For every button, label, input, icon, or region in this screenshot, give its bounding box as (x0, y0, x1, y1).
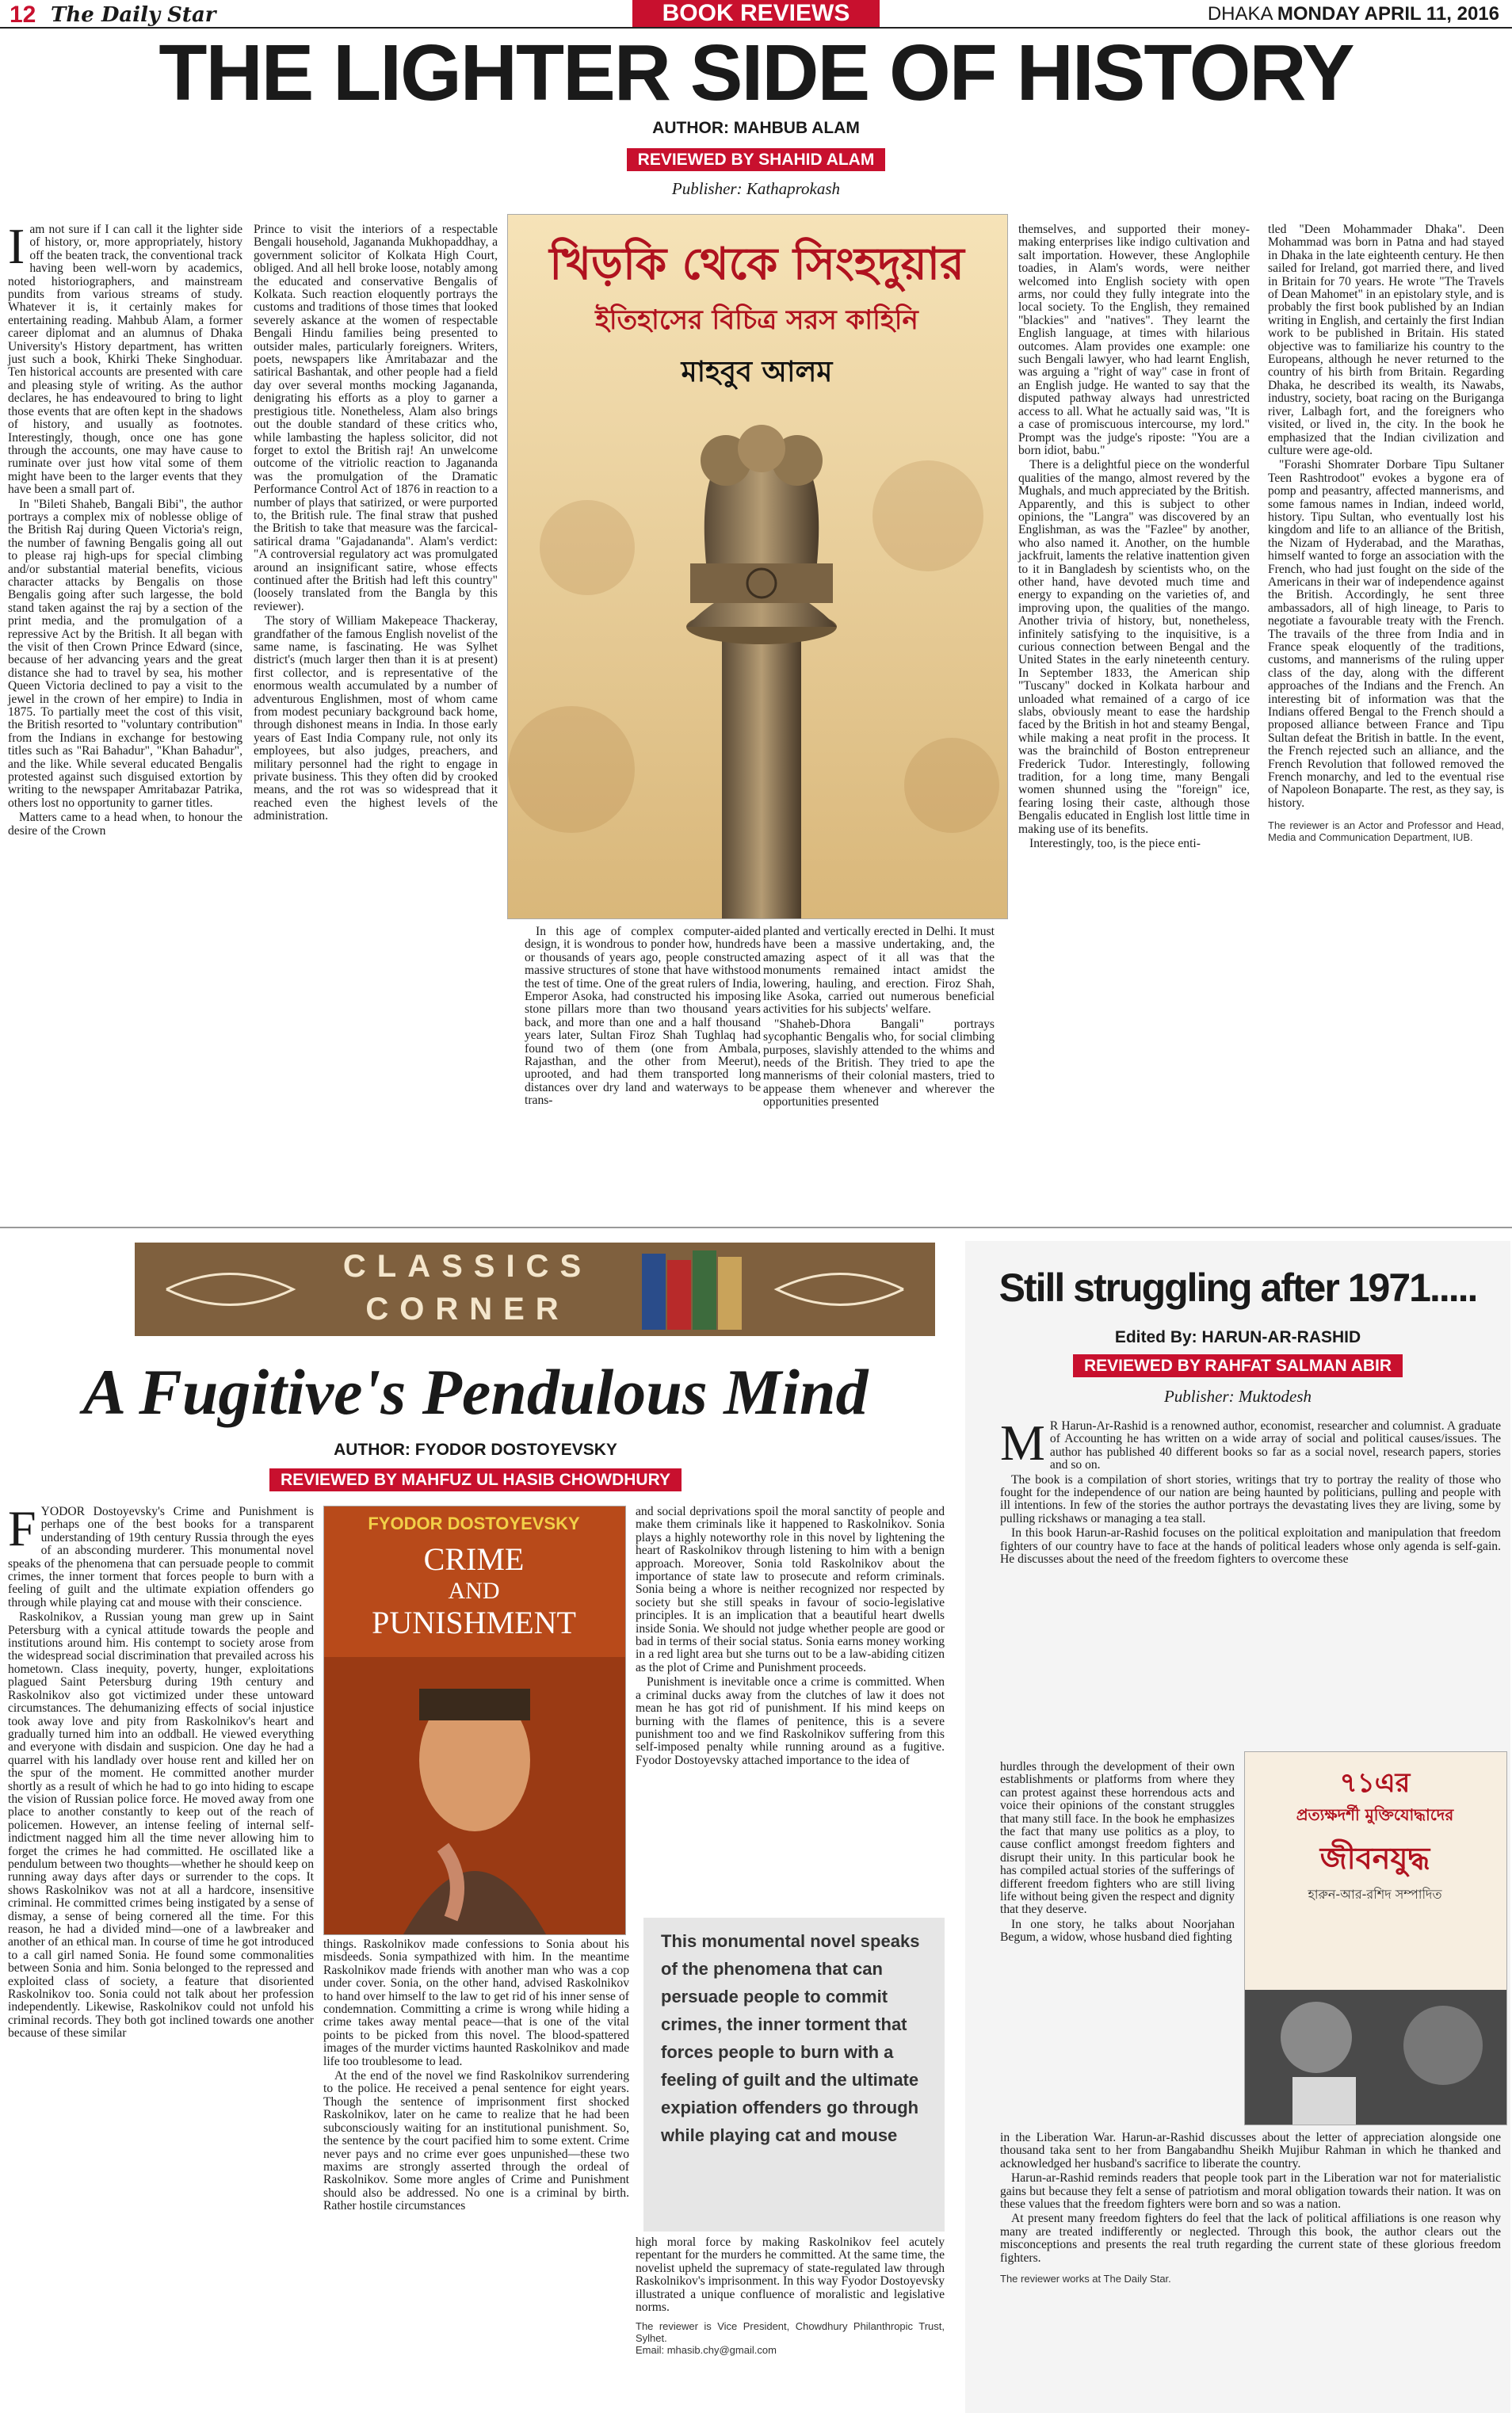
review3-column-top: M R Harun-Ar-Rashid is a renowned author, economist, researcher and columnist. A graduate of Accounting he has written on a wide array of social and political causes/issues. The author has published 40 different books so far as a social novel, research papers, stories and so on. The book is a compilation of short stories, writings that try to portray the reality of those who fought for the independence of our nation are being haunted by politicians, pulling and people with ill intentions. In few of the stories the author portrays the devastating lives they are living, some by pulling rickshaws or managing a tea stall. In this book Harun-ar-Rashid focuses on the political exploitation and manipulation that freedom fighters of our country have to face at the hands of political leaders whose only agenda is self-gain. He discusses about the need of the freedom fighters to overcome these (1000, 1415, 1501, 1567)
classics-column-3b: high moral force by making Raskolnikov feel acutely repentant for the murders he committed. At the same time, the novelist upheld the supremacy of state-regulated law through Raskolnikov's imprisonment. In this way Fyodor Dostoyevsky illustrated a unique confluence of moralistic and legislative norms. The reviewer is Vice President, Chowdhury Philanthropic Trust, Sylhet. Email: mhasib.chy@gmail.com (636, 2235, 945, 2357)
classics-author: AUTHOR: FYODOR DOSTOYEVSKY (334, 1441, 617, 1459)
review1-column-1: Iam not sure if I can call it the lighter side of history, or, more appropriately, history off the beaten track, the conventional track having been well-worn by academics, noted historiographers, and mainstream pundits from various streams of study. Whatever it is, it certainly makes for entertaining reading. Mahbub Alam, a former career diplomat and an alumnus of Dhaka University's History department, has written just such a book, Khirki Theke Singhoduar. Ten historical accounts are presented with care and pleasing style of writing. As the author declares, he has endeavoured to bring to light those events that are often kept in the shadows of history, and usually as footnotes. Interestingly, though, once one has gone through the accounts, one may have cause to ruminate over just how vital some of them might have been to the larger events that they have been a small part of. In "Bileti Shaheb, Bangali Bibi", the author portrays a complex mix of noblesse oblige of the British Raj during Queen Victoria's reign, the number of fawning Bengalis going all out to please raj high-ups for special climbing and/or substantial material benefits, vicious character attacks by Bengalis on those Bengalis going after such largesse, the bold stand taken against the raj by a section of the print media, and the promulgation of a repressive Act by the British. It all began with the visit of then Crown Prince Edward (since, because of her advancing years and the great distance she had to travel by sea, his mother Queen Victoria declined to pay a visit to the jewel in the crown of her empire) to India in 1875. To partially meet the cost of this visit, the British resorted to "voluntary contribution" from the Indians in exchange for bestowing titles such as "Rai Bahadur", "Khan Bahadur", and the like. While several educated Bengalis protested against such disguised extortion by writing to the newspaper Amritabazar Patrika, others lost no opportunity to garner titles. Matters came to a head when, to honour the desire of the Crown (8, 218, 242, 838)
dateline: DHAKA MONDAY APRIL 11, 2016 (1207, 3, 1499, 25)
review3-cover-line2: প্রত্যক্ষদর্শী মুক্তিযোদ্ধাদের (1296, 1805, 1454, 1824)
review3-reviewer-note: The reviewer works at The Daily Star. (1000, 2273, 1171, 2285)
review3-reviewer-wrap (965, 1357, 1510, 1376)
paper-name: The Daily Star (51, 3, 216, 27)
classics-cover-author: FYODOR DOSTOYEVSKY (368, 1514, 580, 1533)
classics-column-3: and social deprivations spoil the moral sanctity of people and make them criminals like it happened to Raskolnikov. Sonia plays a highly noteworthy role in this novel by lightening the heart of Raskolnikov through listening to him with a benign approach. Moreover, Sonia told Raskolnikov about the importance of state law to prosecute and reform criminals. Sonia being a whore is neither recognized nor respected by society but she still speaks in favour of socio-legislative principles. It is an implication that a beautiful heart dwells inside Sonia. We should not judge whether people are good or bad in terms of their social status. Sonia earns money working in a red light area but she turns out to be a law-abiding citizen as the plot of Crime and Punishment proceeds. Punishment is inevitable once a crime is committed. When a criminal ducks away from the clutches of law it does not mean he has got rid of punishment. If his mind keeps on burning with the flames of penitence, this is a severe punishment too and we find Raskolnikov suffering from this self-imposed penalty while running around as a fugitive. Fyodor Dostoyevsky attached importance to the idea of (636, 1505, 945, 1767)
review3-dropcap: M (1000, 1415, 1045, 1471)
classics-reviewer-note: The reviewer is Vice President, Chowdhury Philanthropic Trust, Sylhet. Email: mhasib.chy@gmail.com (636, 2320, 945, 2357)
classics-column-2: things. Raskolnikov made confessions to Sonia about his misdeeds. Sonia sympathized with him. In the meantime Raskolnikov made friends with another man who was a cop under cover. Sonia, on the other hand, advised Raskolnikov to hand over himself to the law to get rid of his inner sense of condemnation. Committing a crime is wrong while hiding a crime takes away mental peace—that is one of the vital points to be picked from this novel. The blood-spattered images of the murder victims haunted Raskolnikov and made life too troublesome to lead. At the end of the novel we find Raskolnikov surrendering to the police. He received a penal sentence for eight years. Though the sentence of imprisonment first shocked Raskolnikov, later on he came to realize that he had been subconsciously waiting for an institutional punishment. So, the sentence by the court pacified him to some extent. Crime never pays and no crime ever goes unpunished—these two maxims are strongly asserted through the ordeal of Raskolnikov. Some more angles of Crime and Punishment should also be addressed. No one is a criminal by birth. Rather hostile circumstances (323, 1938, 629, 2213)
review1-reviewer-note: The reviewer is an Actor and Professor and Head, Media and Communication Department, IUB. (1268, 819, 1504, 844)
classics-reviewer: REVIEWED BY MAHFUZ UL HASIB CHOWDHURY (269, 1468, 682, 1491)
review3-editor: Edited By: HARUN-AR-RASHID (1114, 1328, 1361, 1346)
review3-column-narrow: hurdles through the development of their own establishments or platforms from where they can protest against these horrendous acts and voice their opinions of the constant struggles that many still face. In the book he emphasizes the fact that many use politics as a ploy, to cause conflict amongst freedom fighters and disrupt their unity. In this particular book he has compiled actual stories of the sufferings of different freedom fighters who are still living life without being given the respect and dignity that they deserve. In one story, he talks about Noorjahan Begum, a widow, whose husband died fighting (1000, 1760, 1235, 1945)
classics-banner-line1: CLASSICS (342, 1249, 593, 1284)
review1-cover-title: খিড়কি থেকে সিংহদুয়ার (549, 239, 964, 290)
masthead (0, 0, 1512, 29)
review3-cover-line3: জীবনযুদ্ধ (1319, 1841, 1430, 1876)
page-number: 12 (10, 2, 36, 28)
review3-column-bottom: in the Liberation War. Harun-ar-Rashid discusses about the letter of appreciation alongside one thousand taka sent to her from Bangabandhu Sheikh Mujibur Rahman in which he thanked and acknowledged her husband's sacrifice to liberate the country. Harun-ar-Rashid reminds readers that people took part in the Liberation war not for materialistic gains but because they felt a sense of patriotism and moral obligation towards their nation. It was on these values that the freedom fighters were born and so was a nation. At present many freedom fighters do feel that the lack of political affiliations is one reason why many are treated indifferently or neglected. Through this book, the author clears out the misconceptions and presents the real truth regarding the current state of these glorious freedom fighters. The reviewer works at The Daily Star. (1000, 2131, 1501, 2285)
classics-banner (135, 1243, 935, 1336)
review1-reviewer: REVIEWED BY SHAHID ALAM (627, 148, 886, 171)
review1-publisher: Publisher: Kathaprokash (671, 179, 841, 198)
review1-reviewer-wrap (0, 151, 1512, 170)
classics-reviewer-wrap (0, 1471, 951, 1490)
review1-column-4: planted and vertically erected in Delhi. It must have been a massive undertaking, and, the amazing aspect of it all was that the monuments remained intact amidst the lowering, hauling, and erection. Firoz Shah, like Asoka, carried out numerous beneficial activities for his subjects' welfare. "Shaheb-Dhora Bangali" portrays sycophantic Bengalis who, for social climbing purposes, slavishly attended to the whims and needs of the British. They tried to ape the mannerisms of their colonial masters, tried to appease them whenever and wherever the opportunities presented (763, 925, 995, 1109)
review3-headline: Still struggling after 1971..... (998, 1266, 1477, 1310)
classics-column-1: FYODOR Dostoyevsky's Crime and Punishment is perhaps one of the best books for a transparent understanding of 19th century Russia through the eyes of an absconding murderer. This monumental novel speaks of the phenomena that can persuade people to commit crimes, the inner torment that forces people to burn with a feeling of guilt and the ultimate expiation offenders go through while playing cat and mouse with their conscience. Raskolnikov, a Russian young man grew up in Saint Petersburg with a cynical attitude towards the people and institutions around him. His contempt to society arose from the widespread social discrimination that prevailed across his hometown. Class inequity, poverty, hunger, exploitations plagued Saint Petersburg during 19th century and Raskolnikov also got victimized under these untoward circumstances. The dehumanizing effects of social injustice took away love and pity from Raskolnikov's heart and gradually turned him into an oddball. He viewed everything and everyone with disdain and suspicion. One day he had a quarrel with his landlady over house rent and killed her on the spur of the moment. He committed another murder shortly as a result of which he had to go into hiding to escape the vision of Russian police force. He moved away from one place to another constantly to keep out of the reach of policemen. However, an intense feeling of internal self-indictment nagged him all the time never allowing him to forget the crimes he had committed. He oscillated like a pendulum between two thoughts—whether he should keep on running away days after days or surrender to the cops. It shows Raskolnikov was not at all a hardcore, insensitive criminal. He committed crimes being instigated by a sense of dismay, a sense of being cornered all the time. For this reason, he had a divided mind—one of a lawbreaker and another of an ethical man. In course of time he got introduced to a call girl named Sonia. He found some commonalities between Sonia and him. Sonia belonged to the repressed and exploited class of society, a feature that disoriented Raskolnikov too. Sonia could not talk about her profession independently. Likewise, Raskolnikov could not unfold his criminal records. They both got inclined towards one another because of these similar (8, 1500, 314, 2041)
review1-dropcap: I (8, 218, 25, 274)
review1-column-5: themselves, and supported their money-making enterprises like indigo cultivation and salt importation. However, these Anglophile toadies, in Alam's words, were neither welcomed into English society with open arms, nor could they fully integrate into the local society. To the English, they remained "blackies" and "natives". They learnt the English language, at times with hilarious outcomes. Alam provides one example: one such Bengali lawyer, who had learnt English, was arguing a "right of way" case in front of an English judge. He wanted to say that the disputed pathway always had unrestricted access to all. What he actually said was, "It is a case of promiscuous intercourse, my lord." Prompt was the judge's riposte: "You are a born idiot, babu." There is a delightful piece on the wonderful qualities of the mango, almost revered by the Mughals, and much appreciated by the British. Apparently, and this is subject to other opinions, the "Langra" was discovered by an Englishman, as was the "Fazlee" by another, who also named it. Another, on the humble jackfruit, laments the relative inattention given to it in Bangladesh by scientists who, on the other hand, have devoted much time and energy to expanding on the varieties of, and improving upon, the qualities of the mango. Another trivia of history, but, nonetheless, infinitely satisfying to the inquisitive, is a curious connection between Bengal and the United States in the early nineteenth century. In September 1833, the American ship "Tuscany" docked in Kolkata harbour and unloaded what remained of a cargo of ice slabs, obviously meant to ease the hardship faced by the British in hot and steamy Bengal, while making a neat profit in the process. It was the brainchild of Boston entrepreneur Frederick Tudor. Interestingly, following tradition, for a long time, many Bengali women shunned using the "foreign" ice, fearing losing their caste, although those Bengalis educated in English lost little time in making use of its benefits. Interestingly, too, is the piece enti- (1018, 223, 1250, 851)
classics-dropcap: F (8, 1500, 36, 1556)
review1-cover-author: মাহবুব আলম (681, 356, 833, 388)
review1-author: AUTHOR: MAHBUB ALAM (652, 119, 860, 137)
classics-pull-quote: This monumental novel speaks of the phenomena that can persuade people to commit crimes, the inner torment that forces people to burn with a feeling of guilt and the ultimate expiation offenders go through while playing cat and mouse (643, 1918, 945, 2232)
review3-publisher: Publisher: Muktodesh (1163, 1387, 1312, 1406)
classics-headline: A Fugitive's Pendulous Mind (82, 1356, 869, 1428)
review3-reviewer: REVIEWED BY RAHFAT SALMAN ABIR (1073, 1354, 1403, 1377)
review1-column-6: tled "Deen Mohammader Dhaka". Deen Mohammad was born in Patna and had stayed in Dhaka in the late eighteenth century. He then sailed for Ireland, got married there, and lived in Britain for 70 years. He wrote "The Travels of Dean Mahomet" in an epistolary style, and is probably the first book published by an Indian writing in English, and certainly the first Indian work to be published in Britain. His stated objective was to familiarize his country to the Europeans, although he never returned to the country of his birth from Britain. Regarding Dhaka, he described its wealth, its Nawabs, industry, society, boat racing on the Buriganga river, Lalbagh fort, and the foreigners who visited, or lived in, the city. In the book he emphasized that the Indian civilization and culture were age-old. "Forashi Shomrater Dorbare Tipu Sultaner Teen Rashtrodoot" evokes a bygone era of pomp and peasantry, affected mannerisms, and some famous names in Indian, indeed world, history. Tipu Sultan, who eventually lost his kingdom and life to an alliance of the British, the Nizam of Hyderabad, and the Marathas, himself wanted to forge an association with the French, who had just fought on the side of the Americans in their war of independence against the British. Accordingly, he sent three ambassadors, all of high lineage, to Paris to negotiate a favourable treaty with the French. The travails of the three from India and in France speak eloquently of the traditions, customs, and mannerisms of the ruling upper class of the day, along with the different approaches of the Indians and the French. An interesting bit of information was that the Indians offered Bengal to the French should a proposed alliance between France and Tipu Sultan defeat the British in battle. In the event, the French rejected such an alliance, and the French Revolution that followed removed the French monarchy, and led to the eventual rise of Napoleon Bonaparte. The rest, as they say, is history. The reviewer is an Actor and Professor and Head, Media and Communication Department, IUB. (1268, 223, 1504, 844)
review1-column-3: In this age of complex computer-aided design, it is wondrous to ponder how, hundreds or thousands of years ago, people constructed massive structures of stone that have withstood the test of time. One of the great rulers of India, Emperor Asoka, had constructed his imposing stone pillars more than two thousand years back, and more than one and a half thousand years later, Sultan Firoz Shah Tughlaq had found two of them (one from Ambala, Rajasthan, and the other from Meerut), uprooted, and had them transported long distances over dry land and waterways to be trans- (525, 925, 761, 1108)
section-divider (0, 1227, 1512, 1228)
section-tag: BOOK REVIEWS (632, 0, 880, 27)
review3-cover-line4: হারুন-আর-রশিদ সম্পাদিত (1308, 1887, 1442, 1902)
review3-cover-line1: ৭১এর (1339, 1767, 1411, 1799)
classics-cover-title: CRIME AND PUNISHMENT (372, 1541, 576, 1640)
review1-cover-subtitle: ইতিহাসের বিচিত্র সরস কাহিনি (595, 304, 918, 336)
review1-headline: THE LIGHTER SIDE OF HISTORY (158, 29, 1354, 117)
classics-banner-line2: CORNER (365, 1292, 570, 1327)
review1-column-2: Prince to visit the interiors of a respectable Bengali household, Jagananda Mukhopaddhay, a government solicitor of Kolkata High Court, obliged. And all hell broke loose, notably among the educated and conservative Bengalis of Kolkata. Such reaction eloquently portrays the customs and traditions of those times that looked severely askance at the women of respectable Bengali Hindu families being presented to outsider males, particularly foreigners. Writers, poets, newspapers like Amritabazar and the satirical Bashantak, and other people had a field day over several months mocking Jagananda, denigrating his efforts as a ploy to garner a prestigious title. Nonetheless, Alam also brings out the double standard of these critics who, while lambasting the hapless solicitor, did not forget to extol the British raj! An unwelcome outcome of the vitriolic reaction to Jagananda was the promulgation of the Dramatic Performance Control Act of 1876 in reaction to a number of plays that satirized, or were purported to, the British rule. The final straw that pushed the British to take that measure was the farcical-satirical drama "Gajadananda". Alam's verdict: "A controversial regulatory act was promulgated around an insignificant satire, whose effects continued after the British had left this country" (loosely translated from the Bangla by this reviewer). The story of William Makepeace Thackeray, grandfather of the famous English novelist of the same name, is fascinating. He was Sylhet district's (much larger then than it is at present) first collector, and is representative of the enormous wealth accumulated by a number of adventurous Englishmen, most of whom came from modest pecuniary background back home, through dishonest means in India. In those early years of East India Company rule, not only its employees, but also judges, preachers, and military personnel had the right to engage in private business. This they often did by crooked means, and the rot was so widespread that it reached even the highest levels of the administration. (254, 223, 498, 823)
